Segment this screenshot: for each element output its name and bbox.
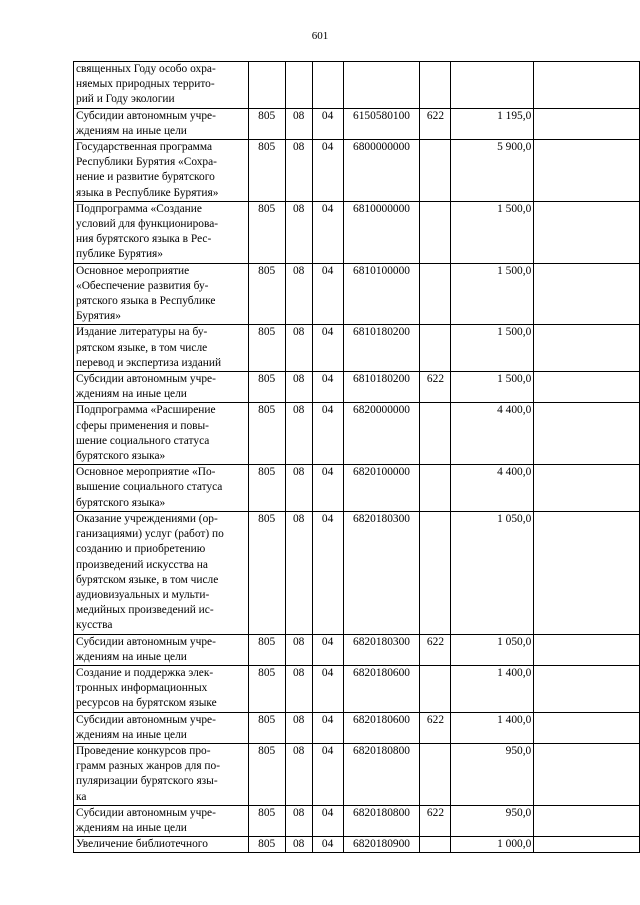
row-empty-cell (534, 62, 640, 109)
row-ved-cell: 805 (248, 108, 285, 139)
row-section-cell: 08 (285, 634, 312, 665)
row-amount-cell: 1 500,0 (451, 263, 534, 325)
row-expense-type-cell (420, 140, 451, 202)
row-ved-cell: 805 (248, 403, 285, 465)
row-target-article-cell: 6820000000 (343, 403, 420, 465)
row-ved-cell: 805 (248, 837, 285, 853)
budget-table-body (74, 62, 640, 853)
row-amount-cell: 5 900,0 (451, 140, 534, 202)
row-amount-cell: 950,0 (451, 805, 534, 836)
row-subsection-cell: 04 (312, 465, 343, 512)
row-ved-cell: 805 (248, 325, 285, 372)
row-target-article-cell: 6820180800 (343, 805, 420, 836)
row-section-cell: 08 (285, 712, 312, 743)
row-expense-type-cell: 622 (420, 108, 451, 139)
row-target-article-cell: 6820180600 (343, 712, 420, 743)
row-ved-cell: 805 (248, 743, 285, 805)
table-row (74, 263, 640, 325)
row-amount-cell (451, 62, 534, 109)
row-ved-cell: 805 (248, 465, 285, 512)
row-empty-cell (534, 712, 640, 743)
row-subsection-cell: 04 (312, 511, 343, 634)
row-name-cell: Субсидии автономным учре- ждениям на иные цели (74, 108, 249, 139)
row-target-article-cell: 6820100000 (343, 465, 420, 512)
row-name-cell: Субсидии автономным учре- ждениям на иные цели (74, 372, 249, 403)
row-expense-type-cell (420, 511, 451, 634)
row-subsection-cell: 04 (312, 837, 343, 853)
row-subsection-cell: 04 (312, 263, 343, 325)
row-name-cell: Подпрограмма «Расширение сферы применения и повы- шение социального статуса бурятского языка» (74, 403, 249, 465)
row-name-cell: Основное мероприятие «По- вышение социального статуса бурятского языка» (74, 465, 249, 512)
row-amount-cell: 4 400,0 (451, 403, 534, 465)
row-name-cell: Издание литературы на бу- рятском языке, в том числе перевод и экспертиза изданий (74, 325, 249, 372)
row-ved-cell: 805 (248, 201, 285, 263)
row-empty-cell (534, 108, 640, 139)
row-section-cell: 08 (285, 743, 312, 805)
row-empty-cell (534, 743, 640, 805)
row-ved-cell (248, 62, 285, 109)
row-section-cell: 08 (285, 325, 312, 372)
row-target-article-cell: 6150580100 (343, 108, 420, 139)
row-empty-cell (534, 325, 640, 372)
row-ved-cell: 805 (248, 665, 285, 712)
row-amount-cell: 4 400,0 (451, 465, 534, 512)
row-expense-type-cell (420, 263, 451, 325)
row-subsection-cell: 04 (312, 403, 343, 465)
row-amount-cell: 1 000,0 (451, 837, 534, 853)
row-subsection-cell: 04 (312, 712, 343, 743)
row-ved-cell: 805 (248, 712, 285, 743)
row-empty-cell (534, 634, 640, 665)
row-ved-cell: 805 (248, 805, 285, 836)
table-row (74, 201, 640, 263)
row-target-article-cell: 6820180300 (343, 634, 420, 665)
table-row (74, 837, 640, 853)
row-name-cell: Субсидии автономным учре- ждениям на иные цели (74, 805, 249, 836)
row-empty-cell (534, 665, 640, 712)
row-ved-cell: 805 (248, 263, 285, 325)
row-amount-cell: 1 050,0 (451, 634, 534, 665)
row-expense-type-cell (420, 62, 451, 109)
row-subsection-cell: 04 (312, 665, 343, 712)
row-amount-cell: 1 400,0 (451, 665, 534, 712)
row-section-cell: 08 (285, 511, 312, 634)
row-subsection-cell: 04 (312, 805, 343, 836)
table-row (74, 511, 640, 634)
row-empty-cell (534, 140, 640, 202)
row-section-cell: 08 (285, 403, 312, 465)
row-subsection-cell: 04 (312, 325, 343, 372)
row-name-cell: Основное мероприятие «Обеспечение развития бу- рятского языка в Республике Бурятия» (74, 263, 249, 325)
row-amount-cell: 950,0 (451, 743, 534, 805)
row-expense-type-cell (420, 403, 451, 465)
row-section-cell: 08 (285, 372, 312, 403)
row-name-cell: Подпрограмма «Создание условий для функционирова- ния бурятского языка в Рес- публике Бурятия» (74, 201, 249, 263)
row-target-article-cell: 6820180900 (343, 837, 420, 853)
row-subsection-cell (312, 62, 343, 109)
row-subsection-cell: 04 (312, 201, 343, 263)
table-row (74, 712, 640, 743)
row-empty-cell (534, 465, 640, 512)
table-row (74, 403, 640, 465)
table-row (74, 108, 640, 139)
row-amount-cell: 1 050,0 (451, 511, 534, 634)
row-name-cell: священных Году особо охра- няемых природных террито- рий и Году экологии (74, 62, 249, 109)
row-expense-type-cell (420, 465, 451, 512)
row-section-cell: 08 (285, 263, 312, 325)
row-empty-cell (534, 403, 640, 465)
table-row (74, 465, 640, 512)
row-subsection-cell: 04 (312, 743, 343, 805)
row-name-cell: Оказание учреждениями (ор- ганизациями) услуг (работ) по созданию и приобретению произведений искусства на бурятском языке, в том числе аудиовизуальных и мульти- медийных произведений ис- кусства (74, 511, 249, 634)
row-ved-cell: 805 (248, 634, 285, 665)
row-amount-cell: 1 500,0 (451, 325, 534, 372)
row-expense-type-cell: 622 (420, 634, 451, 665)
row-empty-cell (534, 201, 640, 263)
row-name-cell: Субсидии автономным учре- ждениям на иные цели (74, 712, 249, 743)
table-row (74, 325, 640, 372)
row-ved-cell: 805 (248, 511, 285, 634)
row-expense-type-cell: 622 (420, 805, 451, 836)
budget-table (73, 61, 640, 853)
row-section-cell: 08 (285, 805, 312, 836)
table-row (74, 62, 640, 109)
row-subsection-cell: 04 (312, 140, 343, 202)
table-row (74, 665, 640, 712)
table-row (74, 140, 640, 202)
row-section-cell: 08 (285, 837, 312, 853)
row-target-article-cell: 6810100000 (343, 263, 420, 325)
row-name-cell: Субсидии автономным учре- ждениям на иные цели (74, 634, 249, 665)
row-amount-cell: 1 400,0 (451, 712, 534, 743)
row-section-cell: 08 (285, 140, 312, 202)
row-expense-type-cell: 622 (420, 372, 451, 403)
row-subsection-cell: 04 (312, 372, 343, 403)
row-empty-cell (534, 805, 640, 836)
row-section-cell: 08 (285, 665, 312, 712)
row-target-article-cell: 6810000000 (343, 201, 420, 263)
row-target-article-cell: 6820180600 (343, 665, 420, 712)
row-amount-cell: 1 500,0 (451, 372, 534, 403)
row-expense-type-cell (420, 837, 451, 853)
row-section-cell: 08 (285, 201, 312, 263)
row-empty-cell (534, 511, 640, 634)
row-target-article-cell (343, 62, 420, 109)
row-subsection-cell: 04 (312, 634, 343, 665)
row-expense-type-cell: 622 (420, 712, 451, 743)
row-name-cell: Государственная программа Республики Бурятия «Сохра- нение и развитие бурятского языка в Республике Бурятия» (74, 140, 249, 202)
row-amount-cell: 1 195,0 (451, 108, 534, 139)
row-expense-type-cell (420, 325, 451, 372)
row-name-cell: Увеличение библиотечного (74, 837, 249, 853)
row-expense-type-cell (420, 201, 451, 263)
row-target-article-cell: 6820180800 (343, 743, 420, 805)
row-target-article-cell: 6810180200 (343, 372, 420, 403)
row-empty-cell (534, 372, 640, 403)
row-expense-type-cell (420, 665, 451, 712)
table-row (74, 372, 640, 403)
row-target-article-cell: 6800000000 (343, 140, 420, 202)
row-empty-cell (534, 837, 640, 853)
row-name-cell: Создание и поддержка элек- тронных информационных ресурсов на бурятском языке (74, 665, 249, 712)
row-expense-type-cell (420, 743, 451, 805)
table-row (74, 805, 640, 836)
row-amount-cell: 1 500,0 (451, 201, 534, 263)
row-section-cell: 08 (285, 465, 312, 512)
row-name-cell: Проведение конкурсов про- грамм разных жанров для по- пуляризации бурятского язы- ка (74, 743, 249, 805)
table-row (74, 634, 640, 665)
row-empty-cell (534, 263, 640, 325)
row-target-article-cell: 6820180300 (343, 511, 420, 634)
row-section-cell (285, 62, 312, 109)
row-ved-cell: 805 (248, 372, 285, 403)
row-ved-cell: 805 (248, 140, 285, 202)
table-row (74, 743, 640, 805)
row-section-cell: 08 (285, 108, 312, 139)
row-target-article-cell: 6810180200 (343, 325, 420, 372)
row-subsection-cell: 04 (312, 108, 343, 139)
page-number: 601 (311, 30, 329, 42)
